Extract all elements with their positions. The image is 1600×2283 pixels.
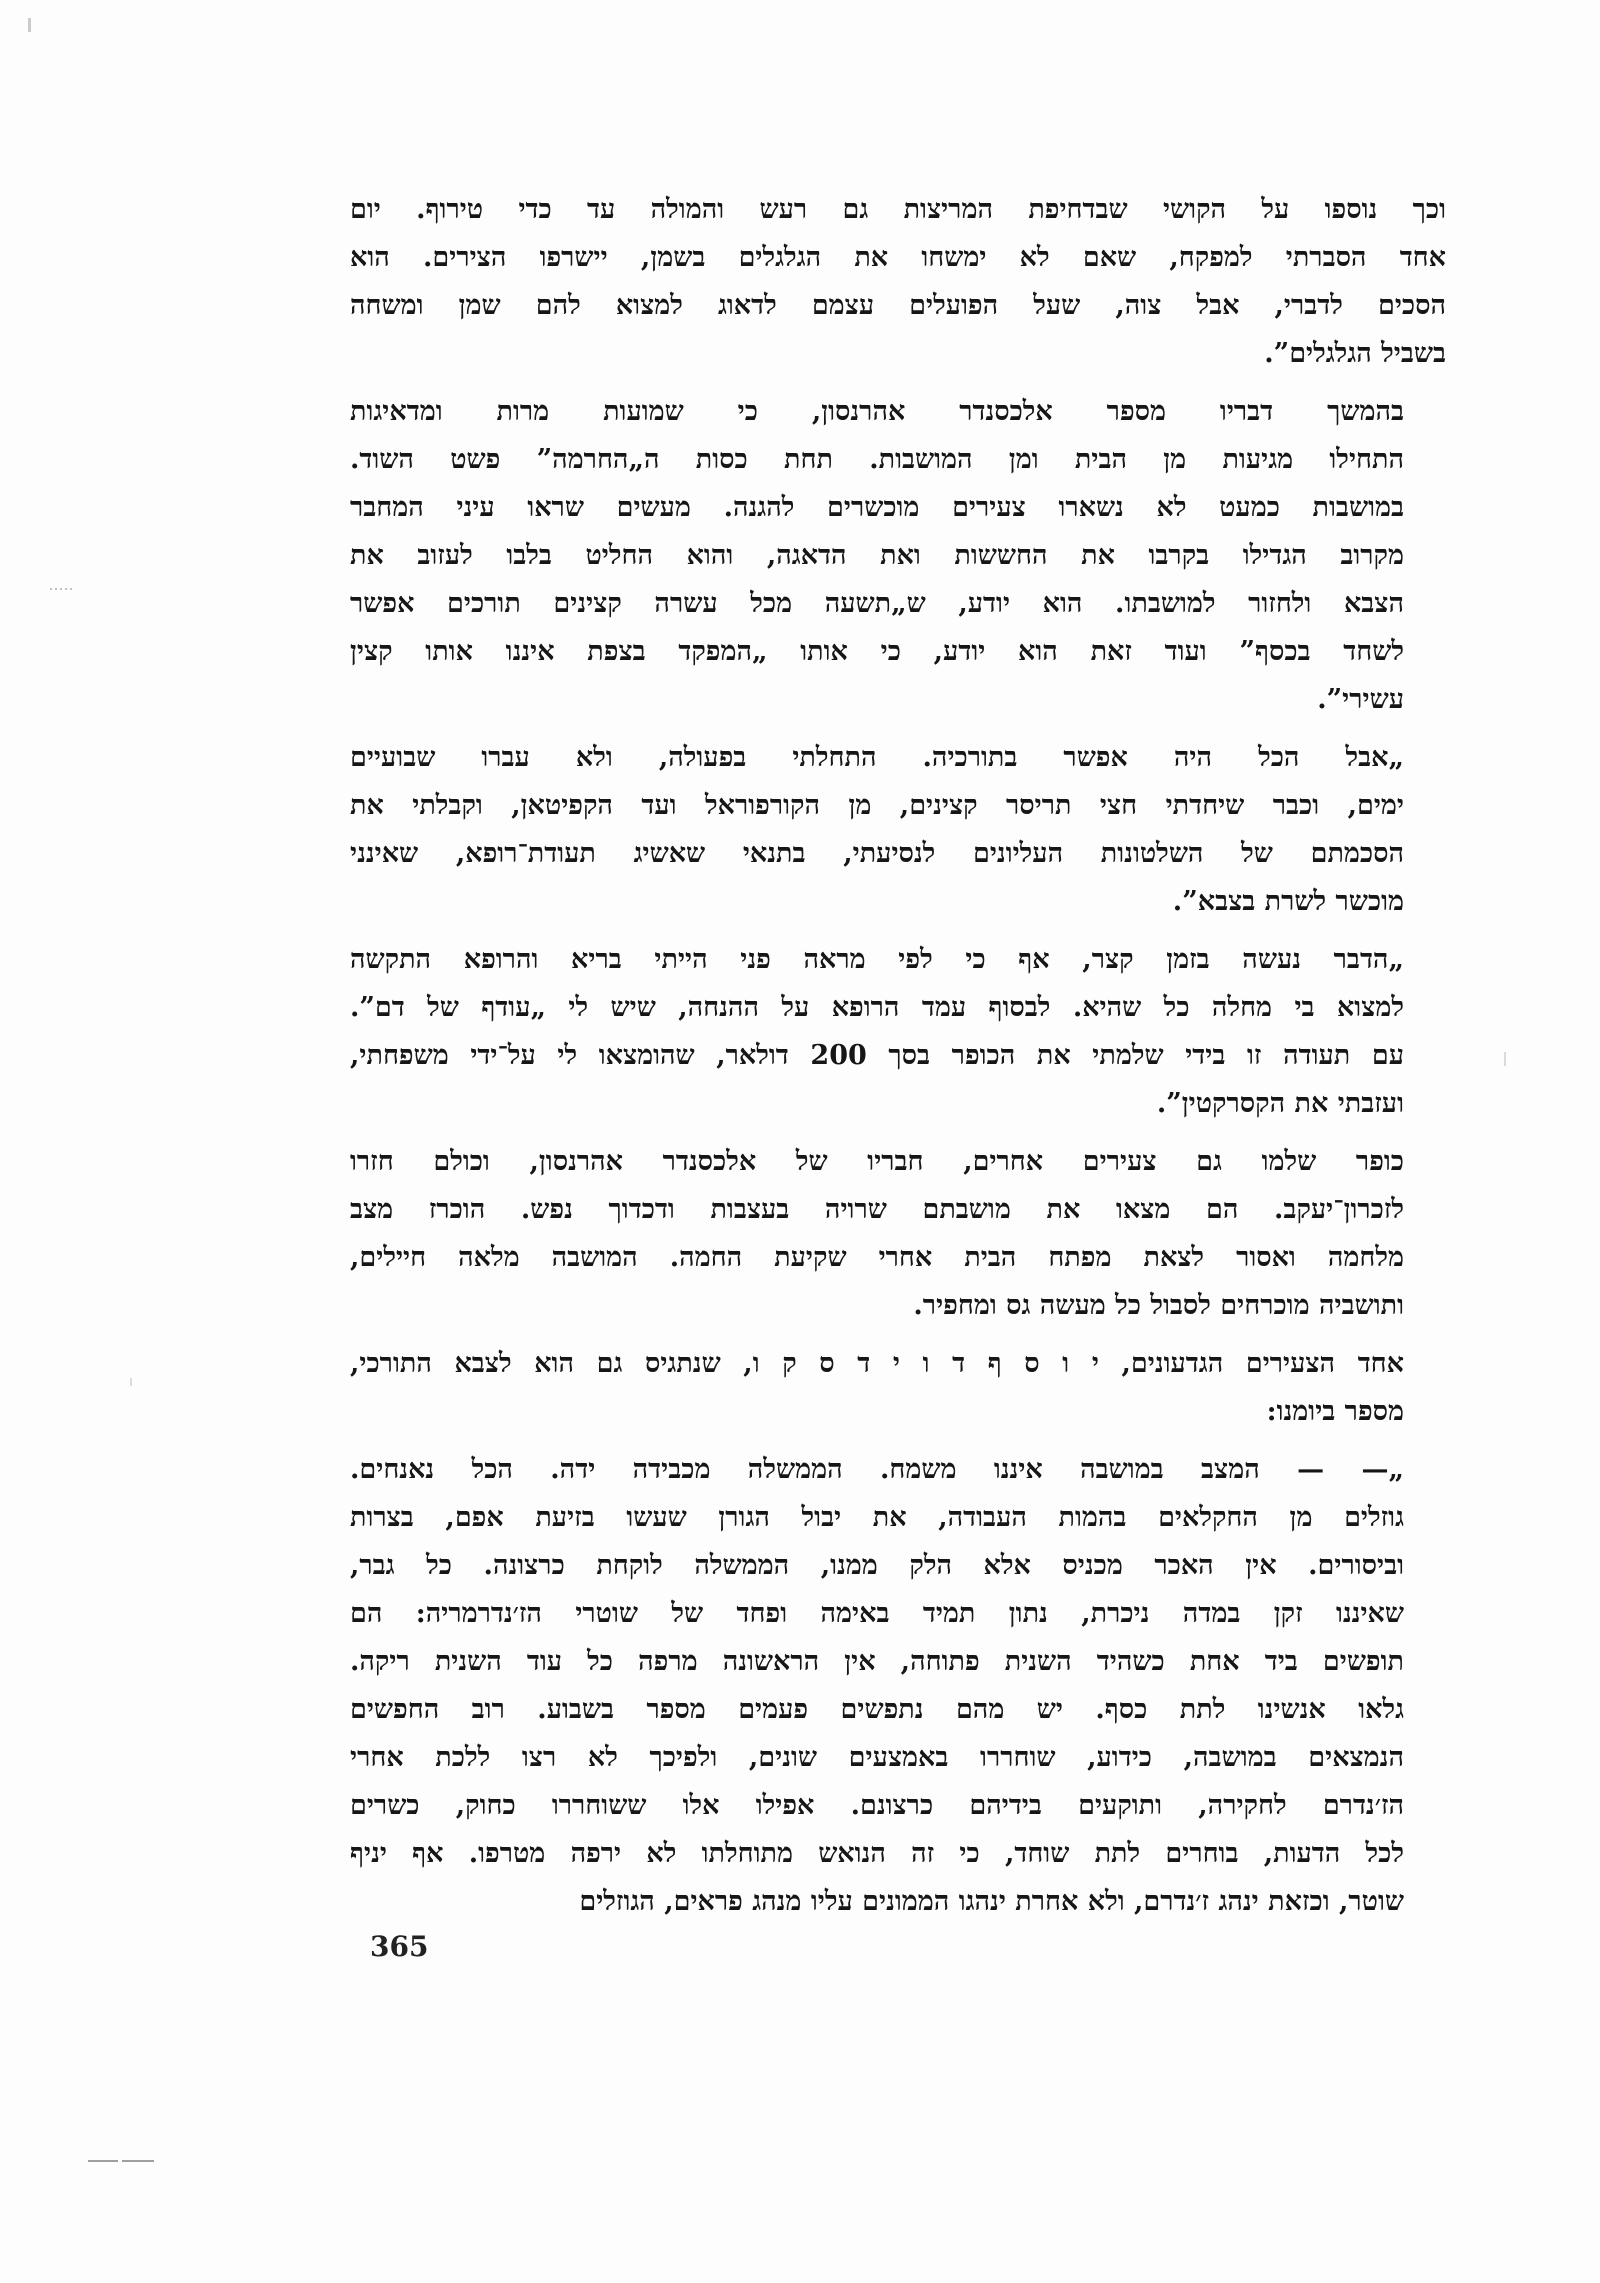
text-line: וכך נוספו על הקושי שבדחיפת המריצות גם רעש והמולה עד כדי טירוף. יום xyxy=(350,194,1446,225)
text-line: התחילו מגיעות מן הבית ומן המושבות. תחת כסות ה„החרמה” פשט השוד. xyxy=(350,444,1404,475)
page-number: 365 xyxy=(370,1930,429,1963)
text-line: הז׳נדרם לחקירה, ותוקעים בידיהם כרצונם. אפילו אלו ששוחררו כחוק, כשרים xyxy=(350,1790,1404,1821)
text-line: וביסורים. אין האכר מכניס אלא הלק ממנו, הממשלה לוקחת כרצונה. כל גבר, xyxy=(350,1550,1404,1581)
paragraph xyxy=(350,1138,1446,1330)
scan-artifact-bottom xyxy=(88,2160,154,2162)
text-line: מקרוב הגדילו בקרבו את החששות ואת הדאגה, והוא החליט בלבו לעזוב את xyxy=(350,540,1404,571)
text-line: בשביל הגלגלים”. xyxy=(1264,338,1446,369)
text-line: מוכשר לשרת בצבא”. xyxy=(1172,886,1404,917)
text-line: גוזלים מן החקלאים בהמות העבודה, את יבול הגורן שעשו בזיעת אפם, בצרות xyxy=(350,1502,1404,1533)
text-line: שוטר, וכזאת ינהג ז׳נדרם, ולא אחרת ינהגו הממונים עליו מנהג פראים, הגוזלים xyxy=(579,1886,1404,1917)
paragraph xyxy=(350,936,1446,1128)
text-line: „— — המצב במושבה איננו משמח. הממשלה מכבידה ידה. הכל נאנחים. xyxy=(350,1454,1404,1485)
text-line: בהמשך דבריו מספר אלכסנדר אהרנסון, כי שמועות מרות ומדאיגות xyxy=(350,396,1404,427)
scan-artifact-right xyxy=(1504,1052,1506,1066)
text-line: מלחמה ואסור לצאת מפתח הבית אחרי שקיעת החמה. המושבה מלאה חיילים, xyxy=(350,1242,1404,1273)
text-line: שאיננו זקן במדה ניכרת, נתון תמיד באימה ופחד של שוטרי הז׳נדרמריה: הם xyxy=(350,1598,1404,1629)
text-line: במושבות כמעט לא נשארו צעירים מוכשרים להגנה. מעשים שראו עיני המחבר xyxy=(350,492,1404,523)
text-line: „אבל הכל היה אפשר בתורכיה. התחלתי בפעולה, ולא עברו שבועיים xyxy=(350,742,1404,773)
text-line: ועזבתי את הקסרקטין”. xyxy=(1156,1088,1404,1119)
text-line: מספר ביומנו: xyxy=(1266,1396,1404,1427)
text-line: כופר שלמו גם צעירים אחרים, חבריו של אלכסנדר אהרנסון, וכולם חזרו xyxy=(350,1146,1404,1177)
scan-artifact-top xyxy=(28,18,31,32)
text-line: לכל הדעות, בוחרים לתת שוחד, כי זה הנואש מתוחלתו לא ירפה מטרפו. אף יניף xyxy=(350,1838,1404,1869)
text-line: „הדבר נעשה בזמן קצר, אף כי לפי מראה פני הייתי בריא והרופא התקשה xyxy=(350,944,1404,975)
paragraph xyxy=(350,1446,1446,1926)
scan-artifact-left xyxy=(50,588,72,590)
text-line: אחד הסברתי למפקח, שאם לא ימשחו את הגלגלים בשמן, יישרפו הצירים. הוא xyxy=(350,242,1446,273)
text-line: עשירי”. xyxy=(1317,684,1404,715)
body-text xyxy=(350,186,1446,1936)
scan-artifact-small xyxy=(130,1378,132,1386)
text-line: אחד הצעירים הגדעונים, י ו ס ף ד ו י ד ס ק ו, שנתגיס גם הוא לצבא התורכי, xyxy=(350,1348,1404,1379)
paragraph xyxy=(350,388,1446,724)
text-line: לזכרון־יעקב. הם מצאו את מושבתם שרויה בעצבות ודכדוך נפש. הוכרז מצב xyxy=(350,1194,1404,1225)
text-line: עם תעודה זו בידי שלמתי את הכופר בסך 200 דולאר, שהומצאו לי על־ידי משפחתי, xyxy=(350,1040,1404,1071)
text-line: הצבא ולחזור למושבתו. הוא יודע, ש„תשעה מכל עשרה קצינים תורכים אפשר xyxy=(350,588,1404,619)
text-line: תופשים ביד אחת כשהיד השנית פתוחה, אין הראשונה מרפה כל עוד השנית ריקה. xyxy=(350,1646,1404,1677)
text-line: הסכמתם של השלטונות העליונים לנסיעתי, בתנאי שאשיג תעודת־רופא, שאינני xyxy=(350,838,1404,869)
text-line: ימים, וכבר שיחדתי חצי תריסר קצינים, מן הקורפוראל ועד הקפיטאן, וקבלתי את xyxy=(350,790,1404,821)
text-line: הסכים לדברי, אבל צוה, שעל הפועלים עצמם לדאוג למצוא להם שמן ומשחה xyxy=(350,290,1446,321)
paragraph xyxy=(350,1340,1446,1436)
paragraph xyxy=(350,186,1446,378)
paragraph xyxy=(350,734,1446,926)
text-line: לשחד בכסף” ועוד זאת הוא יודע, כי אותו „המפקד בצפת איננו אותו קצין xyxy=(350,636,1404,667)
text-line: למצוא בי מחלה כל שהיא. לבסוף עמד הרופא על ההנחה, שיש לי „עודף של דם”. xyxy=(350,992,1404,1023)
text-line: ותושביה מוכרחים לסבול כל מעשה גס ומחפיר. xyxy=(913,1290,1404,1321)
text-line: גלאו אנשינו לתת כסף. יש מהם נתפשים פעמים מספר בשבוע. רוב החפשים xyxy=(350,1694,1404,1725)
text-line: הנמצאים במושבה, כידוע, שוחררו באמצעים שונים, ולפיכך לא רצו ללכת אחרי xyxy=(350,1742,1404,1773)
